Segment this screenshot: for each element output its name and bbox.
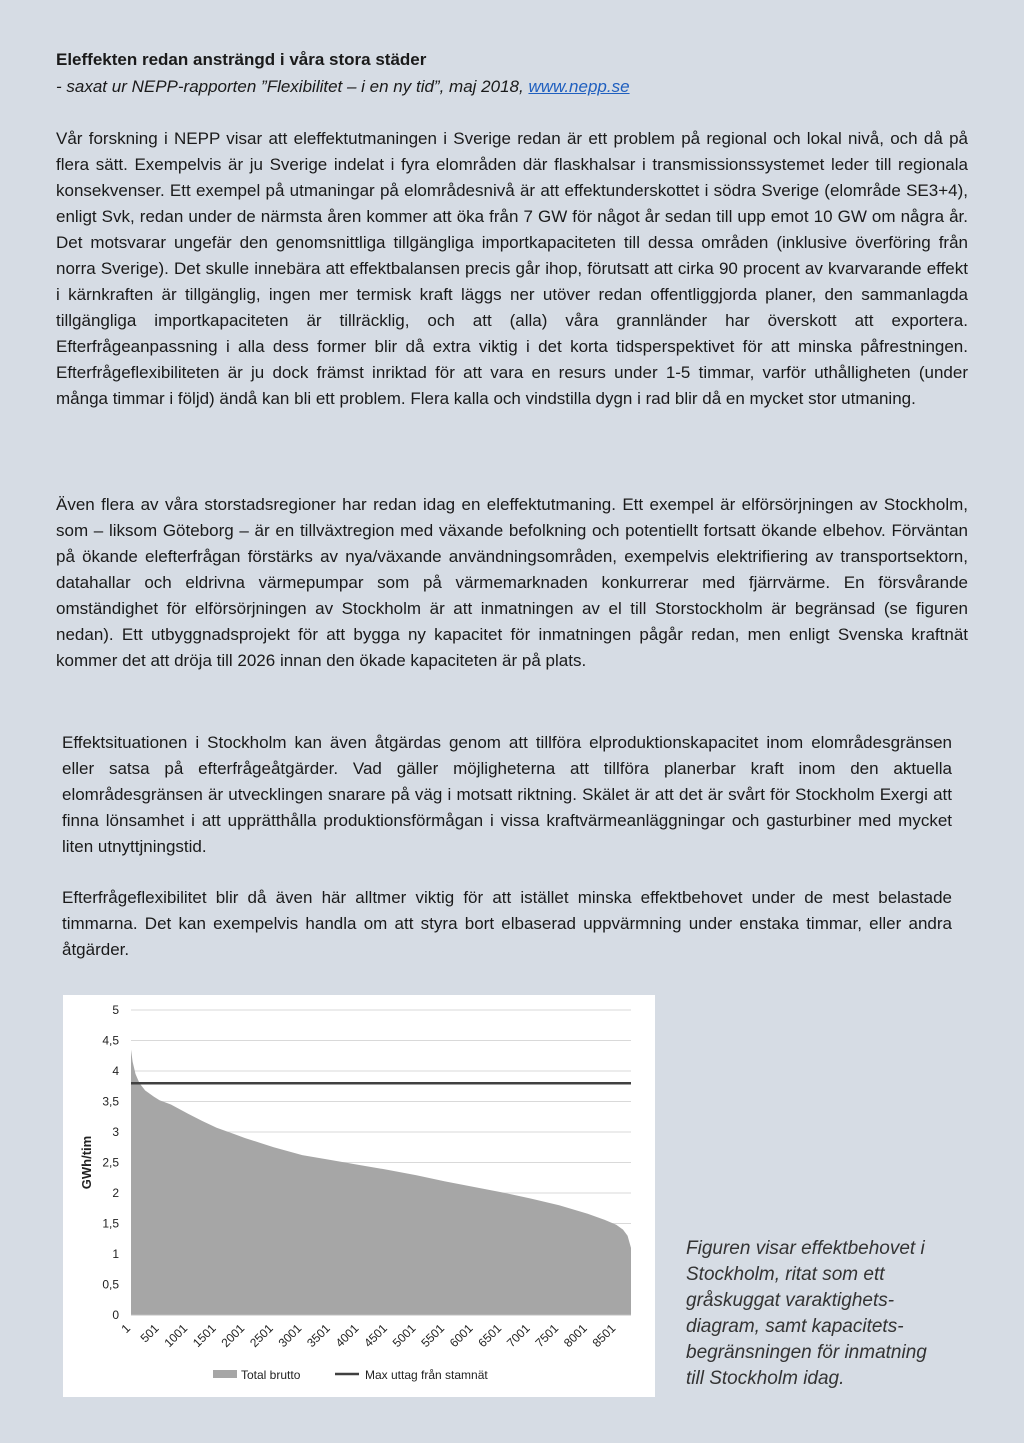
nepp-link[interactable]: www.nepp.se <box>528 77 630 96</box>
y-axis-label: GWh/tim <box>79 1135 94 1190</box>
x-tick-label: 1001 <box>161 1321 191 1351</box>
x-tick-label: 5001 <box>389 1321 419 1351</box>
y-tick-label: 5 <box>112 1003 119 1017</box>
figure-caption <box>686 1236 966 1392</box>
x-tick-label: 1501 <box>189 1321 219 1351</box>
duration-chart-svg <box>63 995 655 1397</box>
source-text: - saxat ur NEPP-rapporten ”Flexibilitet – i en ny tid”, maj 2018, <box>56 77 529 96</box>
paragraph-4: Efterfrågeflexibilitet blir då även här alltmer viktig för att istället minska effektbehovet under de mest belastade timmarna. Det kan exempelvis handla om att styra bort elbaserad uppvärmning under enstaka timmar, eller andra åtgärder. <box>62 888 952 959</box>
legend-label-max-uttag: Max uttag från stamnät <box>365 1368 488 1382</box>
x-tick-label: 3001 <box>275 1321 305 1351</box>
y-tick-label: 0 <box>112 1308 119 1322</box>
x-tick-label: 7501 <box>532 1321 562 1351</box>
y-tick-label: 4 <box>112 1064 119 1078</box>
paragraph-2: Även flera av våra storstadsregioner har redan idag en eleffektutmaning. Ett exempel är elförsörjningen av Stockholm, som – liksom Göteborg – är en tillväxtregion med växande befolkning och potentiellt fortsatt ökande elbehov. Förväntan på ökande elefterfrågan förstärks av nya/växande användningsområden, exempelvis elektrifiering av transportsektorn, datahallar och eldrivna värmepumpar som på värmemarknaden konkurrerar med fjärrvärme. En försvårande omständighet för elförsörjningen av Stockholm är att inmatningen av el till Storstockholm är begränsad (se figuren nedan). Ett utbyggnadsprojekt för att bygga ny kapacitet för inmatningen pågår redan, men enligt Svenska kraftnät kommer det att dröja till 2026 innan den ökade kapaciteten är på plats. <box>56 495 968 670</box>
x-tick-label: 501 <box>137 1321 162 1346</box>
x-tick-label: 6501 <box>475 1321 505 1351</box>
y-tick-label: 1 <box>112 1247 119 1261</box>
caption-line: begränsningen för inmatning <box>686 1342 927 1363</box>
x-tick-label: 4001 <box>332 1321 362 1351</box>
y-tick-label: 1,5 <box>102 1216 119 1231</box>
y-tick-label: 2,5 <box>102 1155 119 1170</box>
paragraph-3: Effektsituationen i Stockholm kan även åtgärdas genom att tillföra elproduktionskapacitet inom elområdesgränsen eller satsa på efterfrågeåtgärder. Vad gäller möjligheterna att tillföra planerbar kraft inom den aktuella elområdesgränsen är utvecklingen snarare på väg i motsatt riktning. Skälet är att det är svårt för Stockholm Exergi att finna lönsamhet i att upprätthålla produktionsförmågan i vissa kraftvärmeanläggningar och gasturbiner med mycket liten utnyttjningstid. <box>62 733 952 856</box>
source-line <box>56 75 630 99</box>
x-tick-label: 8001 <box>561 1321 590 1351</box>
document-heading: Eleffekten redan ansträngd i våra stora städer <box>56 50 427 69</box>
legend-label-total-brutto: Total brutto <box>241 1368 301 1382</box>
x-tick-label: 6001 <box>446 1321 476 1351</box>
x-tick-label: 3501 <box>304 1321 333 1351</box>
caption-line: Stockholm, ritat som ett <box>686 1264 885 1285</box>
caption-line: diagram, samt kapacitets- <box>686 1316 904 1337</box>
x-tick-label: 1 <box>118 1321 134 1336</box>
y-tick-label: 0,5 <box>102 1277 119 1292</box>
caption-line: Figuren visar effektbehovet i <box>686 1238 925 1259</box>
x-tick-label: 7001 <box>503 1321 533 1351</box>
x-tick-label: 2501 <box>247 1321 276 1351</box>
y-tick-label: 3,5 <box>102 1094 119 1109</box>
duration-chart <box>63 995 655 1397</box>
x-tick-label: 5501 <box>418 1321 448 1351</box>
y-tick-label: 3 <box>112 1125 119 1139</box>
x-tick-label: 8501 <box>589 1321 619 1351</box>
caption-line: gråskuggat varaktighets- <box>686 1290 895 1311</box>
y-tick-label: 4,5 <box>102 1033 119 1048</box>
legend-swatch-total-brutto <box>213 1370 237 1378</box>
caption-line: till Stockholm idag. <box>686 1368 845 1389</box>
x-tick-label: 4501 <box>361 1321 390 1351</box>
y-tick-label: 2 <box>112 1186 119 1200</box>
paragraph-1: Vår forskning i NEPP visar att eleffektutmaningen i Sverige redan är ett problem på regional och lokal nivå, och då på flera sätt. Exempelvis är ju Sverige indelat i fyra elområden där flaskhalsar i transmissionssystemet leder till regionala konsekvenser. Ett exempel på utmaningar på elområdesnivå är att effektunderskottet i södra Sverige (elområde SE3+4), enligt Svk, redan under de närmsta åren kommer att öka från 7 GW för något år sedan till upp emot 10 GW om några år. Det motsvarar ungefär den genomsnittliga tillgängliga importkapaciteten till dessa områden (inklusive överföring från norra Sverige). Det skulle innebära att effektbalansen precis går ihop, förutsatt att cirka 90 procent av kvarvarande effekt i kärnkraften är tillgänglig, ingen mer termisk kraft läggs ner utöver redan offentliggjorda planer, den sammanlagda tillgängliga importkapaciteten är tillräcklig, och att (alla) våra grannländer har överskott att exportera. Efterfrågeanpassning i alla dess former blir då extra viktig i det korta tidsperspektivet för att minska påfrestningen. Efterfrågeflexibiliteten är ju dock främst inriktad för att vara en resurs under 1-5 timmar, varför uthålligheten (under många timmar i följd) ändå kan bli ett problem. Flera kalla och vindstilla dygn i rad blir då en mycket stor utmaning. <box>56 129 968 408</box>
area-total-brutto <box>131 1050 631 1315</box>
x-tick-label: 2001 <box>218 1321 248 1351</box>
